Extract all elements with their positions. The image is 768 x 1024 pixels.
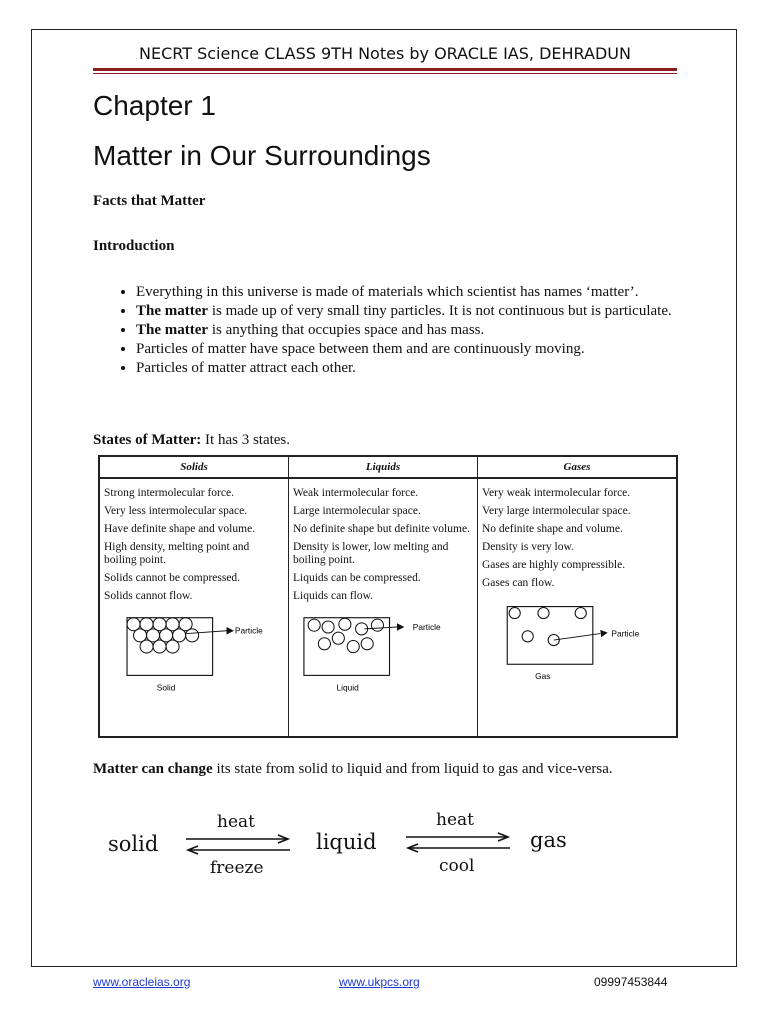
eq-gas: gas (530, 828, 567, 852)
header-rule-thin (93, 73, 677, 74)
table-header-gases: Gases (478, 456, 678, 478)
footer-link-ukpcs[interactable]: www.ukpcs.org (339, 975, 420, 989)
eq-cool-label: cool (439, 856, 475, 876)
header-rule (93, 68, 677, 71)
solid-liquid-arrows (182, 834, 296, 856)
list-item: • Everything in this universe is made of materials which scientist has names ‘matter’. (136, 283, 716, 302)
section-heading-facts: Facts that Matter (93, 193, 206, 209)
intro-bullet-list (93, 283, 716, 378)
table-header-solids: Solids (99, 456, 289, 478)
list-item: • The matter is anything that occupies space and has mass. (136, 321, 716, 340)
eq-heat-label-2: heat (436, 810, 474, 830)
svg-text:Particle: Particle (234, 625, 263, 636)
states-of-matter-line: States of Matter: It has 3 states. (93, 432, 291, 448)
footer-link-oracleias[interactable]: www.oracleias.org (93, 975, 191, 989)
liquid-gas-arrows (402, 832, 516, 854)
chapter-title: Chapter 1 (93, 90, 216, 121)
liquids-column: Weak intermolecular force. Large intermolecular space. No definite shape but definite volume. Density is lower, low melting and boiling point. Liquids can be compressed. Liquids can flow. Particle Liquid (289, 478, 478, 737)
gas-particle-diagram (482, 601, 672, 681)
svg-text:Liquid: Liquid (336, 682, 359, 693)
eq-liquid: liquid (316, 830, 377, 854)
liquid-particle-diagram (293, 614, 473, 694)
list-item: • Particles of matter attract each other. (136, 359, 716, 378)
solids-column: Strong intermolecular force. Very less intermolecular space. Have definite shape and volume. High density, melting point and boiling point. Solids cannot be compressed. Solids cannot flow. Particle Solid (99, 478, 289, 737)
list-item: • The matter is made up of very small tiny particles. It is not continuous but is particulate. (136, 302, 716, 321)
section-heading-introduction: Introduction (93, 238, 175, 254)
chapter-subtitle: Matter in Our Surroundings (93, 140, 431, 171)
svg-text:Particle: Particle (611, 628, 640, 639)
matter-change-text: Matter can change its state from solid to liquid and from liquid to gas and vice-versa. (93, 761, 613, 777)
svg-text:Particle: Particle (412, 621, 441, 632)
svg-text:Gas: Gas (535, 671, 551, 681)
svg-text:Solid: Solid (156, 682, 176, 693)
solid-particle-diagram (104, 614, 284, 694)
eq-solid: solid (108, 832, 159, 856)
states-of-matter-table (98, 455, 678, 738)
gases-column: Very weak intermolecular force. Very large intermolecular space. No definite shape and volume. Density is very low. Gases are highly compressible. Gases can flow. Particle Gas (478, 478, 678, 737)
table-header-liquids: Liquids (289, 456, 478, 478)
list-item: • Particles of matter have space between them and are continuously moving. (136, 340, 716, 359)
eq-freeze-label: freeze (210, 858, 264, 878)
page-header: NECRT Science CLASS 9TH Notes by ORACLE IAS, DEHRADUN (139, 44, 631, 63)
eq-heat-label-1: heat (217, 812, 255, 832)
footer-phone: 09997453844 (594, 975, 668, 989)
